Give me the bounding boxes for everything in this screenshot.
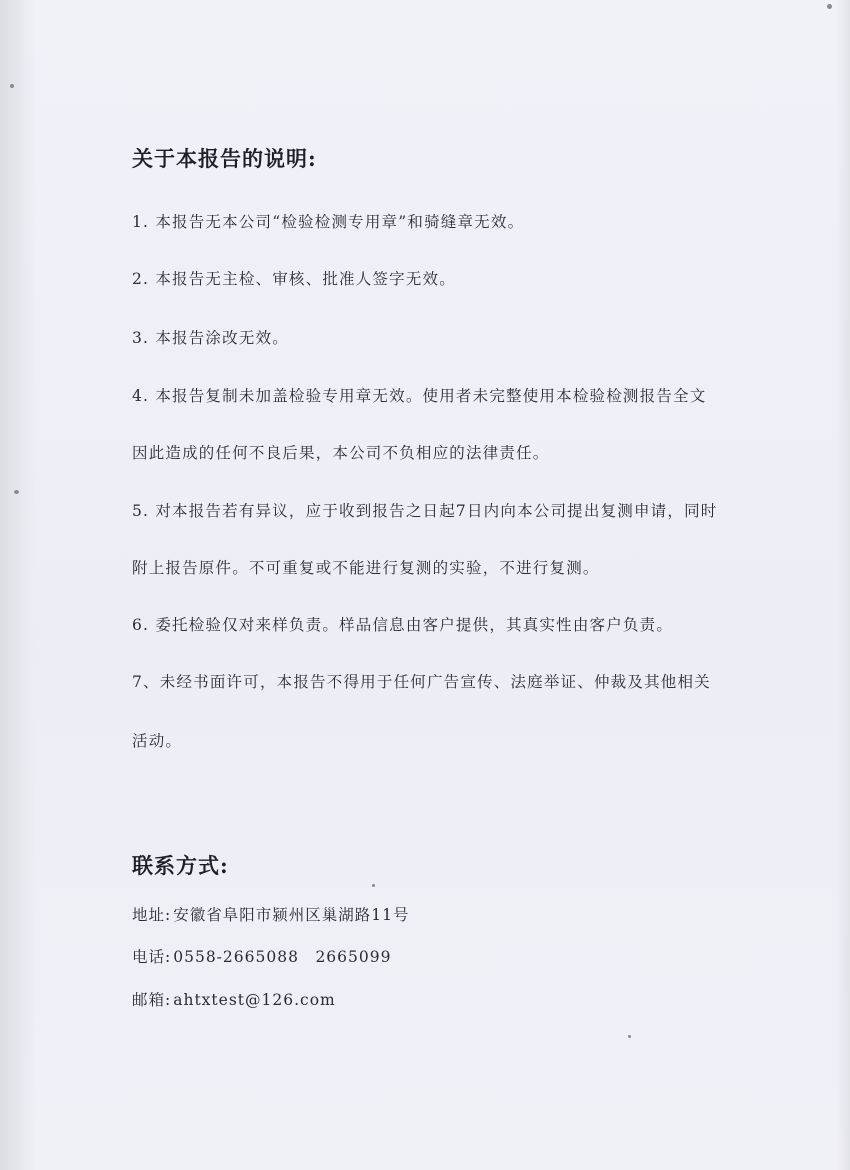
notice-item-5-line-2: 附上报告原件。不可重复或不能进行复测的实验，不进行复测。 (132, 559, 600, 577)
notice-title: 关于本报告的说明: (132, 146, 317, 171)
notice-item-3: 3. 本报告涂改无效。 (132, 329, 289, 347)
scan-speck (628, 1035, 631, 1038)
phone-label: 电话: (132, 948, 172, 966)
notice-item-1: 1. 本报告无本公司“检验检测专用章”和骑缝章无效。 (132, 213, 525, 231)
address-label: 地址: (132, 906, 172, 924)
phone-value: 0558-2665088 2665099 (173, 948, 392, 966)
notice-item-7-line-2: 活动。 (132, 732, 183, 750)
notice-item-6: 6. 委托检验仅对来样负责。样品信息由客户提供，其真实性由客户负责。 (132, 616, 674, 634)
scan-speck (827, 4, 832, 9)
scan-speck (14, 490, 19, 494)
scan-speck (372, 884, 375, 887)
scan-shadow-right (836, 0, 850, 1170)
notice-item-7-line-1: 7、未经书面许可，本报告不得用于任何广告宣传、法庭举证、仲裁及其他相关 (132, 673, 711, 691)
scan-shadow-left (0, 0, 36, 1170)
contact-email (132, 988, 336, 1010)
email-value: ahtxtest@126.com (173, 991, 336, 1009)
contact-title: 联系方式: (132, 853, 229, 878)
scan-speck (10, 84, 14, 88)
notice-item-5-line-1: 5. 对本报告若有异议，应于收到报告之日起7日内向本公司提出复测申请，同时 (132, 502, 718, 520)
notice-item-2: 2. 本报告无主检、审核、批准人签字无效。 (132, 270, 456, 288)
address-value: 安徽省阜阳市颍州区巢湖路11号 (173, 906, 410, 924)
notice-item-4-line-1: 4. 本报告复制未加盖检验专用章无效。使用者未完整使用本检验检测报告全文 (132, 387, 707, 405)
contact-address (132, 903, 409, 925)
contact-phone (132, 945, 391, 967)
notice-item-4-line-2: 因此造成的任何不良后果，本公司不负相应的法律责任。 (132, 444, 550, 462)
email-label: 邮箱: (132, 991, 172, 1009)
